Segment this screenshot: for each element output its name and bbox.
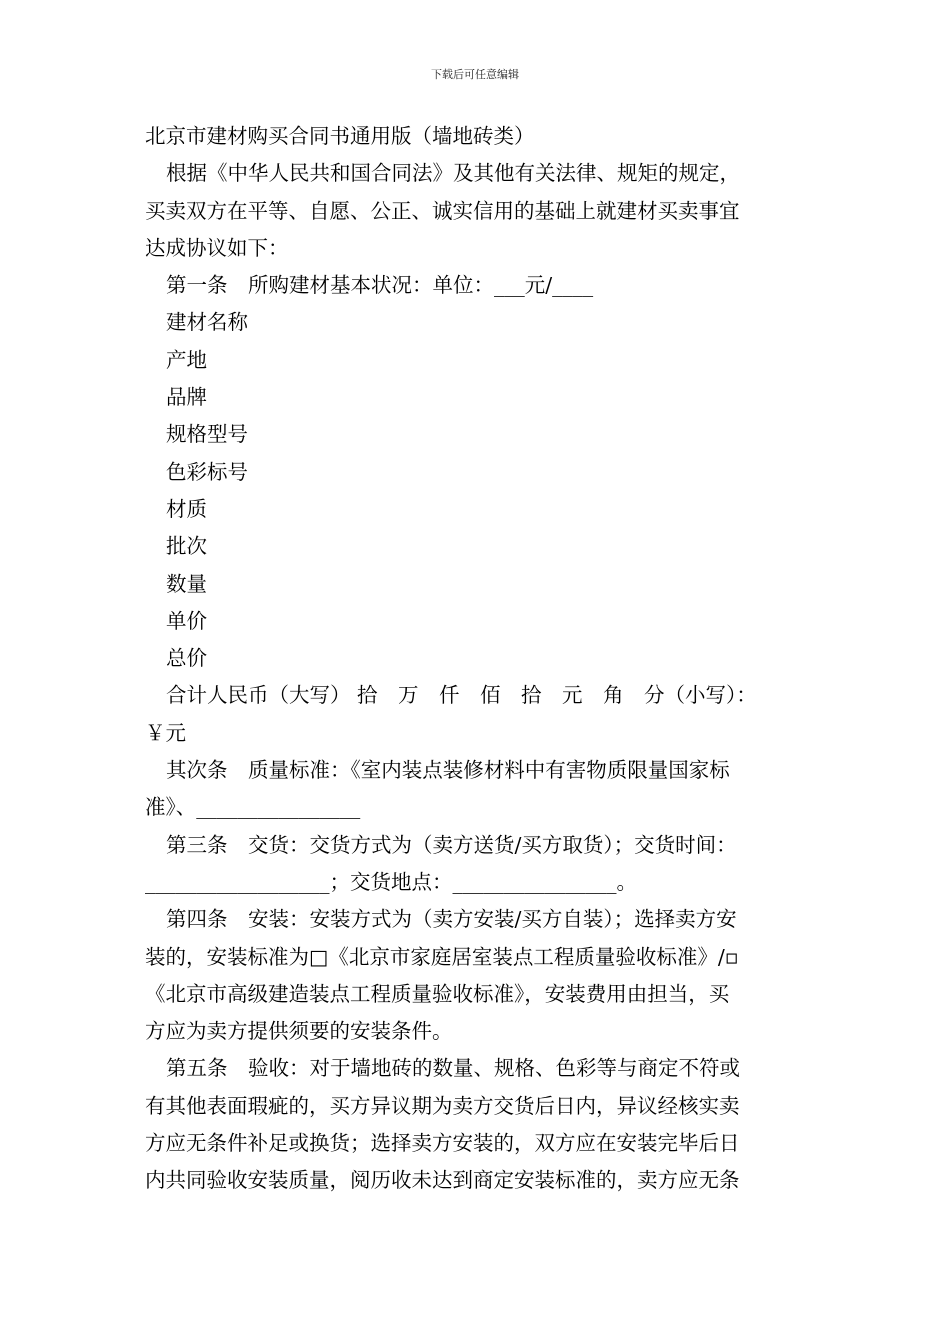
document-line: 方应无条件补足或换货；选择卖方安装的，双方应在安装完毕后日 (145, 1131, 740, 1156)
document-line: ￥元 (145, 720, 186, 745)
document-line: 准》、________________ (145, 795, 361, 820)
document-line: 产地 (166, 347, 207, 372)
document-line: 单价 (166, 608, 207, 633)
document-line: 建材名称 (166, 310, 248, 335)
document-line: 材质 (166, 496, 207, 521)
document-line: 装的，安装标准为□《北京市家庭居室装点工程质量验收标准》/▫ (145, 944, 739, 969)
document-line: 第四条 安装：安装方式为（卖方安装/买方自装）；选择卖方安 (166, 907, 737, 932)
document-line: 内共同验收安装质量，阅历收未达到商定安装标准的，卖方应无条 (145, 1168, 740, 1193)
document-line: 数量 (166, 571, 207, 596)
document-line: 其次条 质量标准：《室内装点装修材料中有害物质限量国家标 (166, 758, 730, 783)
document-line: 方应为卖方提供须要的安装条件。 (145, 1019, 453, 1044)
document-line: 合计人民币（大写） 拾 万 仟 佰 拾 元 角 分（小写）： (166, 683, 757, 708)
document-line: 买卖双方在平等、自愿、公正、诚实信用的基础上就建材买卖事宜 (145, 198, 740, 223)
document-line: 品牌 (166, 385, 207, 410)
document-line: 根据《中华人民共和国合同法》及其他有关法律、规矩的规定， (166, 161, 740, 186)
document-line: 第五条 验收：对于墙地砖的数量、规格、色彩等与商定不符或 (166, 1056, 740, 1081)
document-line: 第三条 交货：交货方式为（卖方送货/买方取货）；交货时间： (166, 832, 737, 857)
document-line: 规格型号 (166, 422, 248, 447)
document-title: 北京市建材购买合同书通用版（墙地砖类） (145, 124, 535, 148)
document-line: 色彩标号 (166, 459, 248, 484)
document-line: 第一条 所购建材基本状况：单位：___元/____ (166, 273, 594, 298)
contract-body (145, 118, 820, 1200)
document-line: 达成协议如下： (145, 235, 289, 260)
document-line: 有其他表面瑕疵的，买方异议期为卖方交货后日内，异议经核实卖 (145, 1093, 740, 1118)
header-note: 下载后可任意编辑 (431, 68, 519, 81)
document-line: 批次 (166, 534, 207, 559)
document-line: 《北京市高级建造装点工程质量验收标准》，安装费用由担当，买 (145, 981, 730, 1006)
document-line: 总价 (166, 646, 207, 671)
document-line: __________________；交货地点：________________。 (145, 869, 637, 894)
